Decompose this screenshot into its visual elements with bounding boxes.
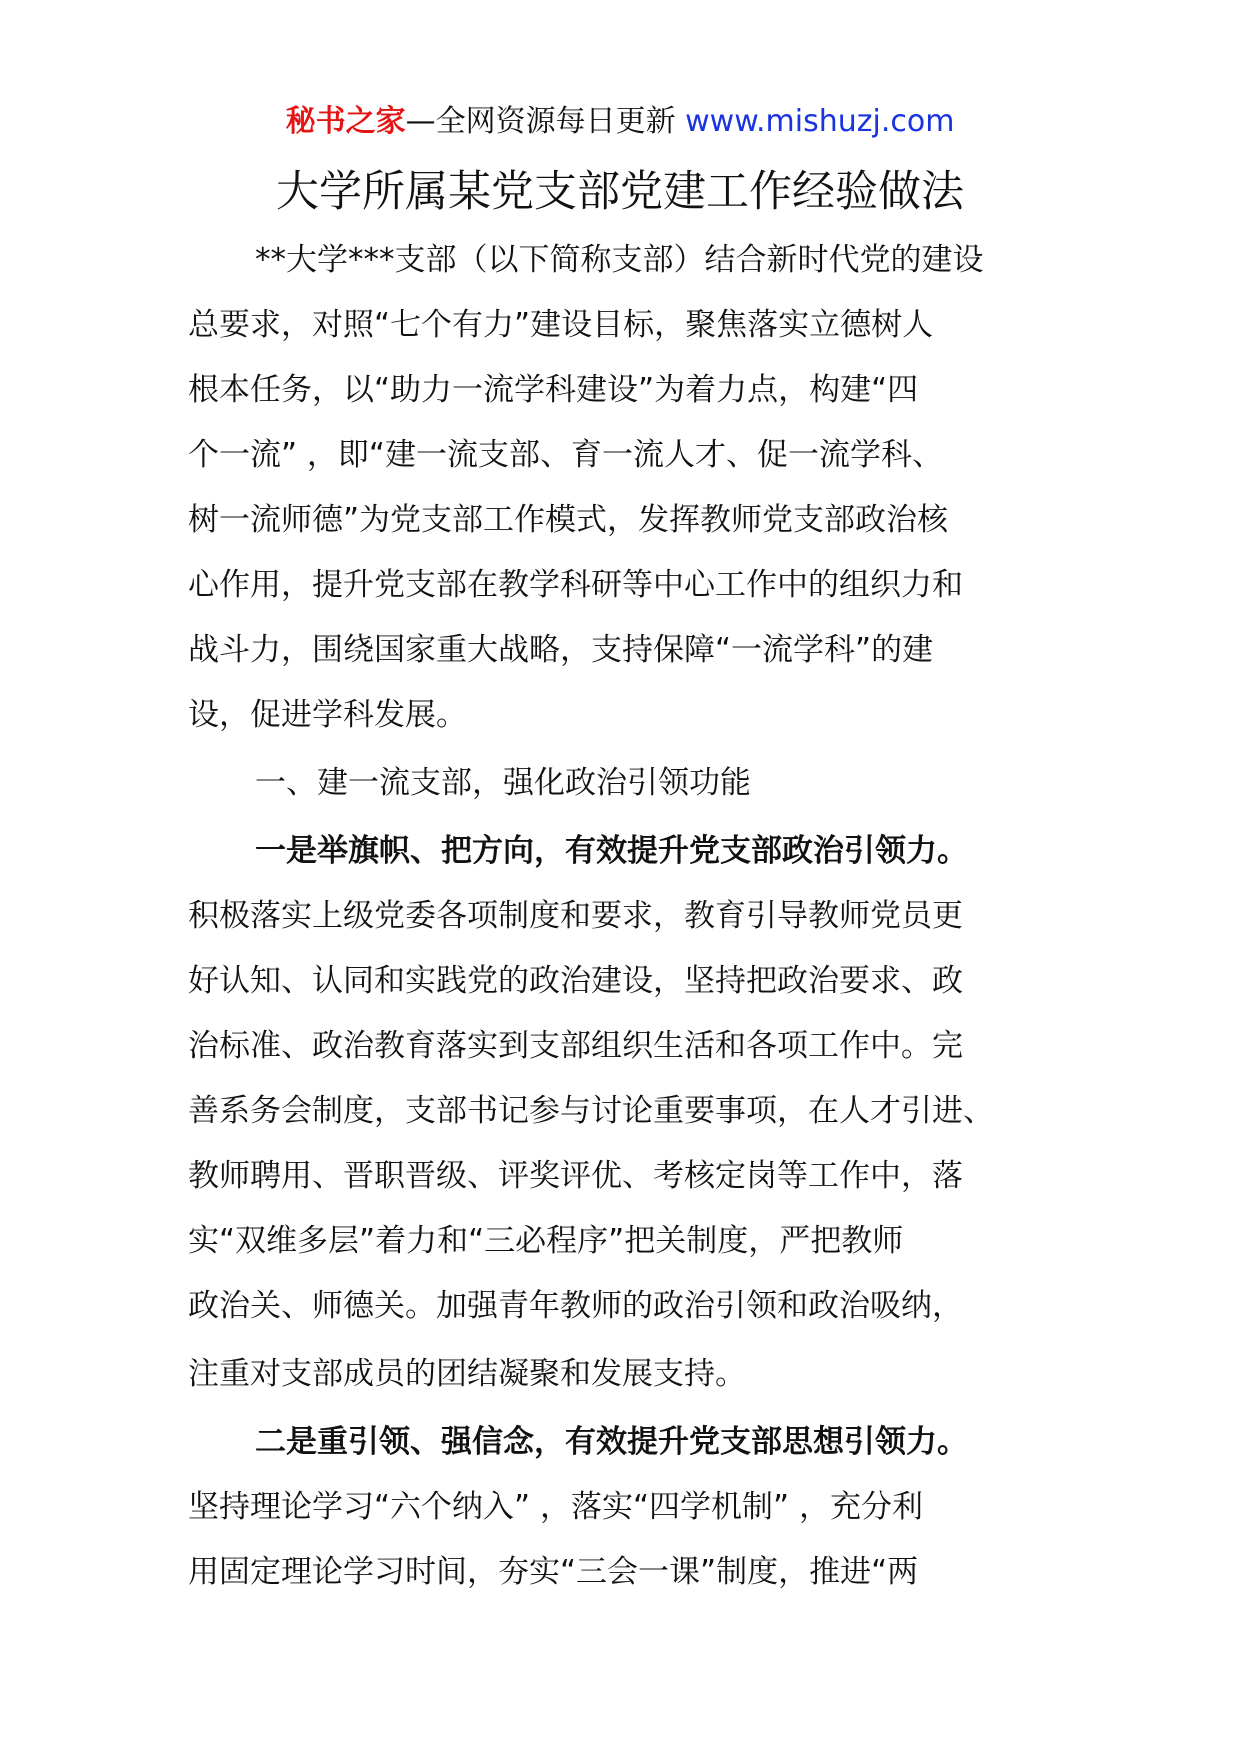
paragraph-line: 善系务会制度，支部书记参与讨论重要事项，在人才引进、 xyxy=(188,1093,994,1129)
header-tagline: —全网资源每日更新 xyxy=(405,104,676,139)
paragraph-line: 总要求，对照“七个有力”建设目标，聚焦落实立德树人 xyxy=(188,307,934,343)
section-heading: 一、建一流支部，强化政治引领功能 xyxy=(255,765,751,801)
paragraph-line: 注重对支部成员的团结凝聚和发展支持。 xyxy=(188,1356,746,1392)
paragraph-line: 坚持理论学习“六个纳入” ，落实“四学机制” ，充分利 xyxy=(188,1489,923,1525)
paragraph-line: 根本任务，以“助力一流学科建设”为着力点，构建“四 xyxy=(188,372,919,408)
paragraph-line: 设，促进学科发展。 xyxy=(188,697,467,733)
document-title: 大学所属某党支部党建工作经验做法 xyxy=(276,167,964,217)
paragraph-line: 心作用，提升党支部在教学科研等中心工作中的组织力和 xyxy=(188,567,963,603)
paragraph-line: 政治关、师德关。加强青年教师的政治引领和政治吸纳， xyxy=(188,1288,963,1324)
paragraph-line: 积极落实上级党委各项制度和要求，教育引导教师党员更 xyxy=(188,898,963,934)
subsection-heading: 二是重引领、强信念，有效提升党支部思想引领力。 xyxy=(255,1424,968,1460)
paragraph-line: 好认知、认同和实践党的政治建设，坚持把政治要求、政 xyxy=(188,963,963,999)
site-url-link[interactable]: www.mishuzj.com xyxy=(685,104,955,139)
paragraph-line: 实“双维多层”着力和“三必程序”把关制度，严把教师 xyxy=(188,1223,904,1259)
paragraph-line: **大学***支部（以下简称支部）结合新时代党的建设 xyxy=(255,242,984,278)
paragraph-line: 树一流师德”为党支部工作模式，发挥教师党支部政治核 xyxy=(188,502,949,538)
paragraph-line: 教师聘用、晋职晋级、评奖评优、考核定岗等工作中，落 xyxy=(188,1158,963,1194)
subsection-heading: 一是举旗帜、把方向，有效提升党支部政治引领力。 xyxy=(255,833,968,869)
paragraph-line: 用固定理论学习时间，夯实“三会一课”制度，推进“两 xyxy=(188,1554,919,1590)
document-body xyxy=(188,228,1038,1605)
site-header xyxy=(0,100,1240,144)
paragraph-line: 个一流” ，即“建一流支部、育一流人才、促一流学科、 xyxy=(188,437,943,473)
paragraph-line: 治标准、政治教育落实到支部组织生活和各项工作中。完 xyxy=(188,1028,963,1064)
brand-name: 秘书之家 xyxy=(285,104,406,139)
paragraph-line: 战斗力，围绕国家重大战略，支持保障“一流学科”的建 xyxy=(188,632,934,668)
